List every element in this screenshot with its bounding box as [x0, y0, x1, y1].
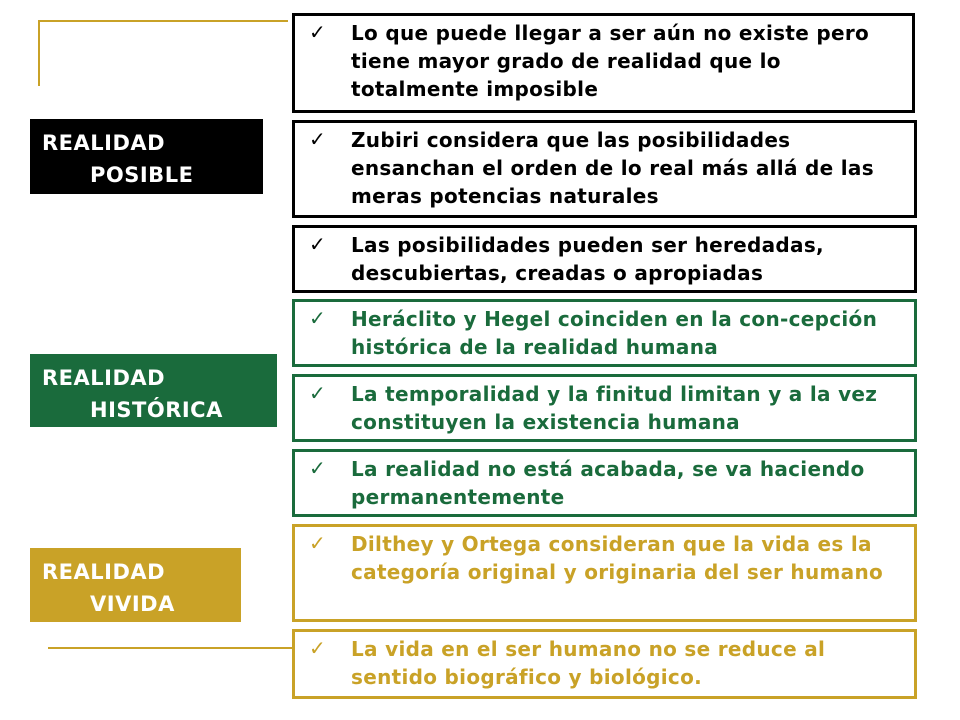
decorative-line-top-horizontal — [38, 20, 288, 22]
section-label-line2: VIVIDA — [90, 592, 175, 616]
item-box — [292, 449, 917, 517]
item-text: Dilthey y Ortega consideran que la vida es la categoría original y originaria del ser humano — [351, 532, 884, 584]
check-icon: ✓ — [309, 531, 327, 555]
decorative-line-bottom-horizontal — [48, 647, 292, 649]
item-text: Las posibilidades pueden ser heredadas, descubiertas, creadas o apropiadas — [351, 233, 824, 285]
item-text: La vida en el ser humano no se reduce al sentido biográfico y biológico. — [351, 637, 826, 689]
item-text: Zubiri considera que las posibilidades ensanchan el orden de lo real más allá de las meras potencias naturales — [351, 128, 874, 208]
section-label-line1: REALIDAD — [42, 560, 166, 584]
item-text: Lo que puede llegar a ser aún no existe pero tiene mayor grado de realidad que lo totalmente imposible — [351, 21, 870, 101]
item-text: La realidad no está acabada, se va haciendo permanentemente — [351, 457, 865, 509]
check-icon: ✓ — [309, 636, 327, 660]
item-box — [292, 120, 917, 218]
section-label-line2: HISTÓRICA — [90, 398, 223, 422]
check-icon: ✓ — [309, 232, 327, 256]
item-text: La temporalidad y la finitud limitan y a la vez constituyen la existencia humana — [351, 382, 878, 434]
item-box — [292, 13, 915, 113]
item-box — [292, 629, 917, 699]
check-icon: ✓ — [309, 127, 327, 151]
section-label-posible — [30, 119, 263, 194]
item-box — [292, 374, 917, 442]
check-icon: ✓ — [309, 20, 327, 44]
check-icon: ✓ — [309, 456, 327, 480]
section-label-vivida — [30, 548, 241, 622]
item-text: Heráclito y Hegel coinciden en la con-cepción histórica de la realidad humana — [351, 307, 878, 359]
section-label-line2: POSIBLE — [90, 163, 194, 187]
check-icon: ✓ — [309, 381, 327, 405]
section-label-line1: REALIDAD — [42, 131, 166, 155]
decorative-line-top-vertical — [38, 20, 40, 86]
item-box — [292, 299, 917, 367]
section-label-historica — [30, 354, 277, 427]
item-box — [292, 524, 917, 622]
section-label-line1: REALIDAD — [42, 366, 166, 390]
check-icon: ✓ — [309, 306, 327, 330]
item-box — [292, 225, 917, 293]
